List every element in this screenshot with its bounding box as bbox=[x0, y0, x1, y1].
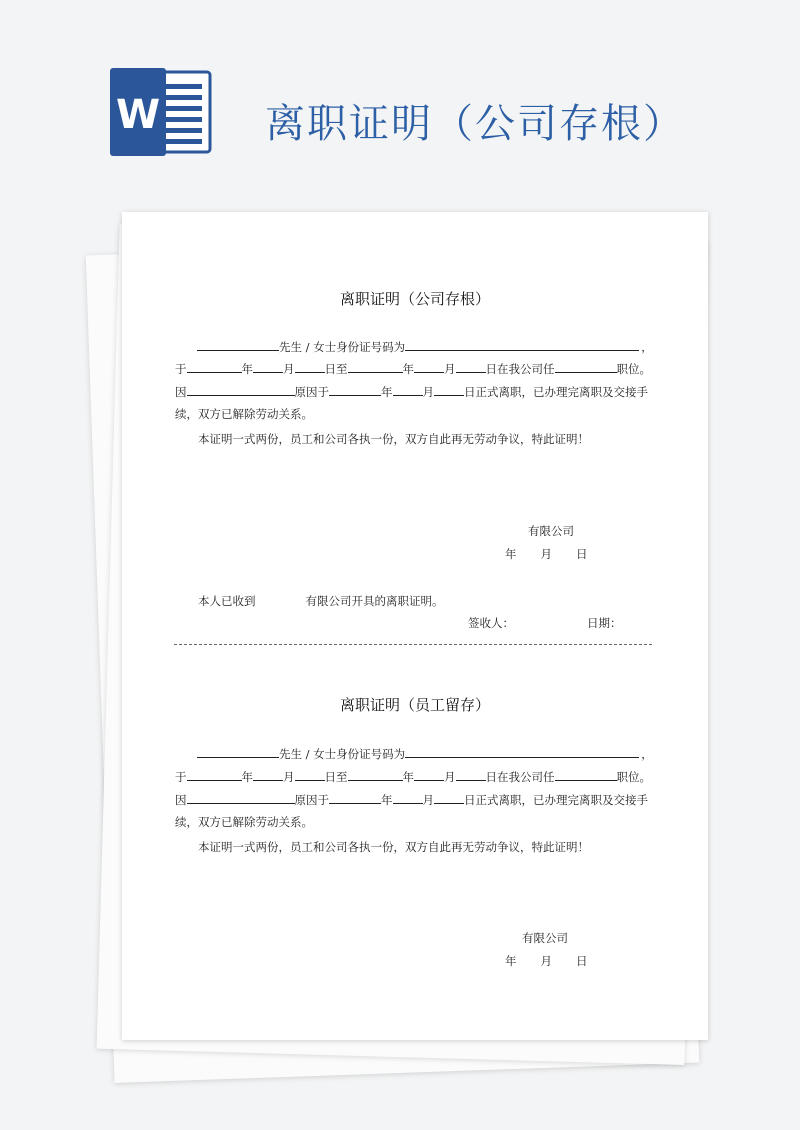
position-blank[interactable] bbox=[555, 360, 617, 373]
start-year-blank[interactable] bbox=[187, 768, 242, 781]
company-name-sign: 有限公司 bbox=[522, 931, 568, 945]
start-month-blank[interactable] bbox=[253, 360, 283, 373]
company-line-4: 续，双方已解除劳动关系。 bbox=[175, 407, 313, 421]
employee-copy-title: 离职证明（员工留存） bbox=[339, 696, 490, 714]
end-year-blank[interactable] bbox=[348, 360, 403, 373]
start-day-blank[interactable] bbox=[295, 360, 325, 373]
leave-year-blank[interactable] bbox=[329, 791, 381, 804]
end-day-blank[interactable] bbox=[456, 360, 486, 373]
position-blank[interactable] bbox=[555, 768, 617, 781]
leave-day-blank[interactable] bbox=[434, 791, 464, 804]
word-document-icon bbox=[110, 68, 214, 156]
document-page bbox=[122, 212, 708, 1040]
company-date: 年 月 日 bbox=[505, 547, 588, 561]
word-logo-letter: W bbox=[115, 92, 161, 138]
end-day-blank[interactable] bbox=[456, 768, 486, 781]
company-line-1: 先生 / 女士身份证号码为 ， bbox=[197, 338, 653, 355]
start-day-blank[interactable] bbox=[295, 768, 325, 781]
end-month-blank[interactable] bbox=[414, 768, 444, 781]
start-year-blank[interactable] bbox=[187, 360, 242, 373]
employee-line-4: 续，双方已解除劳动关系。 bbox=[175, 815, 313, 829]
name-blank[interactable] bbox=[197, 745, 279, 758]
leave-year-blank[interactable] bbox=[329, 383, 381, 396]
leave-day-blank[interactable] bbox=[434, 383, 464, 396]
id-number-blank[interactable] bbox=[405, 745, 639, 758]
id-number-blank[interactable] bbox=[405, 338, 639, 351]
employee-line-5: 本证明一式两份，员工和公司各执一份，双方自此再无劳动争议，特此证明！ bbox=[198, 840, 589, 854]
end-year-blank[interactable] bbox=[348, 768, 403, 781]
cut-line-divider bbox=[174, 644, 652, 645]
company-name-sign: 有限公司 bbox=[528, 524, 574, 538]
company-copy-title: 离职证明（公司存根） bbox=[339, 290, 490, 308]
company-line-3: 因 原因于 年 月 日正式离职，已办理完离职及交接手 bbox=[175, 385, 648, 399]
company-line-2: 于 年 月 日至 年 月 日在我公司任 职位。 bbox=[175, 362, 651, 376]
company-line-5: 本证明一式两份，员工和公司各执一份，双方自此再无劳动争议，特此证明！ bbox=[198, 432, 589, 446]
banner-header bbox=[0, 0, 800, 200]
leave-month-blank[interactable] bbox=[393, 791, 423, 804]
leave-month-blank[interactable] bbox=[393, 383, 423, 396]
end-month-blank[interactable] bbox=[414, 360, 444, 373]
reason-blank[interactable] bbox=[187, 383, 295, 396]
employee-date: 年 月 日 bbox=[505, 954, 588, 968]
employee-line-3: 因 原因于 年 月 日正式离职，已办理完离职及交接手 bbox=[175, 793, 648, 807]
sign-date-label: 日期： bbox=[587, 616, 622, 630]
employee-line-2: 于 年 月 日至 年 月 日在我公司任 职位。 bbox=[175, 770, 651, 784]
banner-title: 离职证明（公司存根） bbox=[265, 101, 685, 147]
reason-blank[interactable] bbox=[187, 791, 295, 804]
signee-label: 签收人： bbox=[468, 616, 514, 630]
name-blank[interactable] bbox=[197, 338, 279, 351]
employee-line-1: 先生 / 女士身份证号码为 ， bbox=[197, 745, 653, 762]
receipt-line: 本人已收到 有限公司开具的离职证明。 bbox=[198, 594, 444, 608]
start-month-blank[interactable] bbox=[253, 768, 283, 781]
